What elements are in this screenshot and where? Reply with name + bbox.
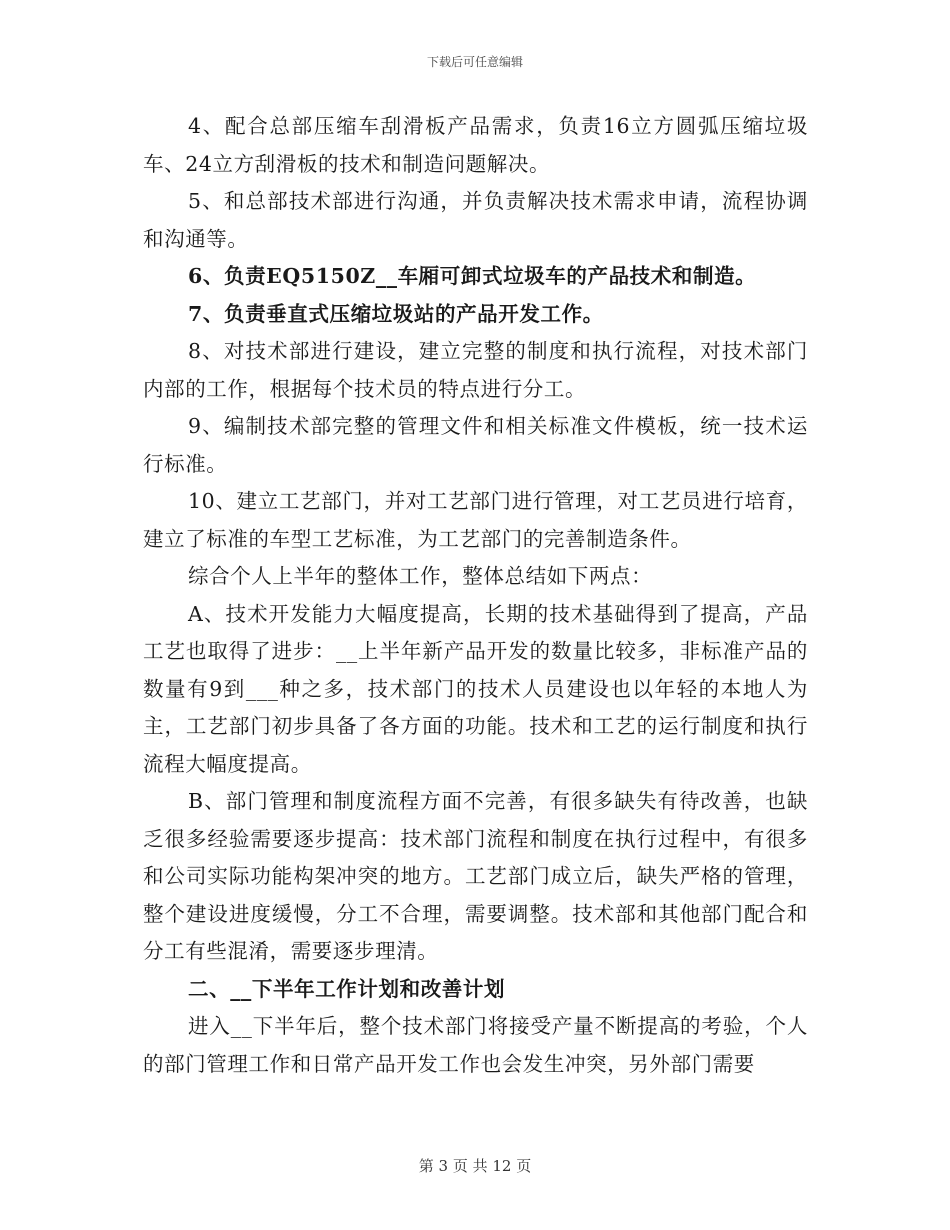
document-body xyxy=(143,108,808,1083)
plan-paragraph: 进入__下半年后，整个技术部门将接受产量不断提高的考验，个人的部门管理工作和日常产品开发工作也会发生冲突，另外部门需要 xyxy=(143,1014,808,1076)
section-heading: 二、__下半年工作计划和改善计划 xyxy=(188,976,506,1001)
paragraph-item-5: 5、和总部技术部进行沟通，并负责解决技术需求申请，流程协调和沟通等。 xyxy=(143,189,808,251)
summary-point-a: A、技术开发能力大幅度提高，长期的技术基础得到了提高，产品工艺也取得了进步：__上半年新产品开发的数量比较多，非标准产品的数量有9到___种之多，技术部门的技术人员建设也以年轻的本地人为主，工艺部门初步具备了各方面的功能。技术和工艺的运行制度和执行流程大幅度提高。 xyxy=(143,601,808,776)
paragraph-item-6: 6、负责EQ5150Z__车厢可卸式垃圾车的产品技术和制造。 xyxy=(188,264,757,288)
page-number: 第 3 页 共 12 页 xyxy=(418,1157,532,1175)
paragraph-item-4: 4、配合总部压缩车刮滑板产品需求，负责16立方圆弧压缩垃圾车、24立方刮滑板的技术和制造问题解决。 xyxy=(143,114,808,176)
summary-point-b: B、部门管理和制度流程方面不完善，有很多缺失有待改善，也缺乏很多经验需要逐步提高：技术部门流程和制度在执行过程中，有很多和公司实际功能构架冲突的地方。工艺部门成立后，缺失严格的管理，整个建设进度缓慢，分工不合理，需要调整。技术部和其他部门配合和分工有些混淆，需要逐步理清。 xyxy=(143,789,808,963)
summary-intro: 综合个人上半年的整体工作，整体总结如下两点： xyxy=(188,564,653,588)
paragraph-item-7: 7、负责垂直式压缩垃圾站的产品开发工作。 xyxy=(188,301,604,326)
page-header: 下载后可任意编辑 xyxy=(426,55,523,69)
paragraph-item-8: 8、对技术部进行建设，建立完整的制度和执行流程，对技术部门内部的工作，根据每个技术员的特点进行分工。 xyxy=(143,339,808,401)
paragraph-item-9: 9、编制技术部完整的管理文件和相关标准文件模板，统一技术运行标准。 xyxy=(143,414,808,476)
paragraph-item-10: 10、建立工艺部门，并对工艺部门进行管理，对工艺员进行培育，建立了标准的车型工艺标准，为工艺部门的完善制造条件。 xyxy=(143,489,808,551)
